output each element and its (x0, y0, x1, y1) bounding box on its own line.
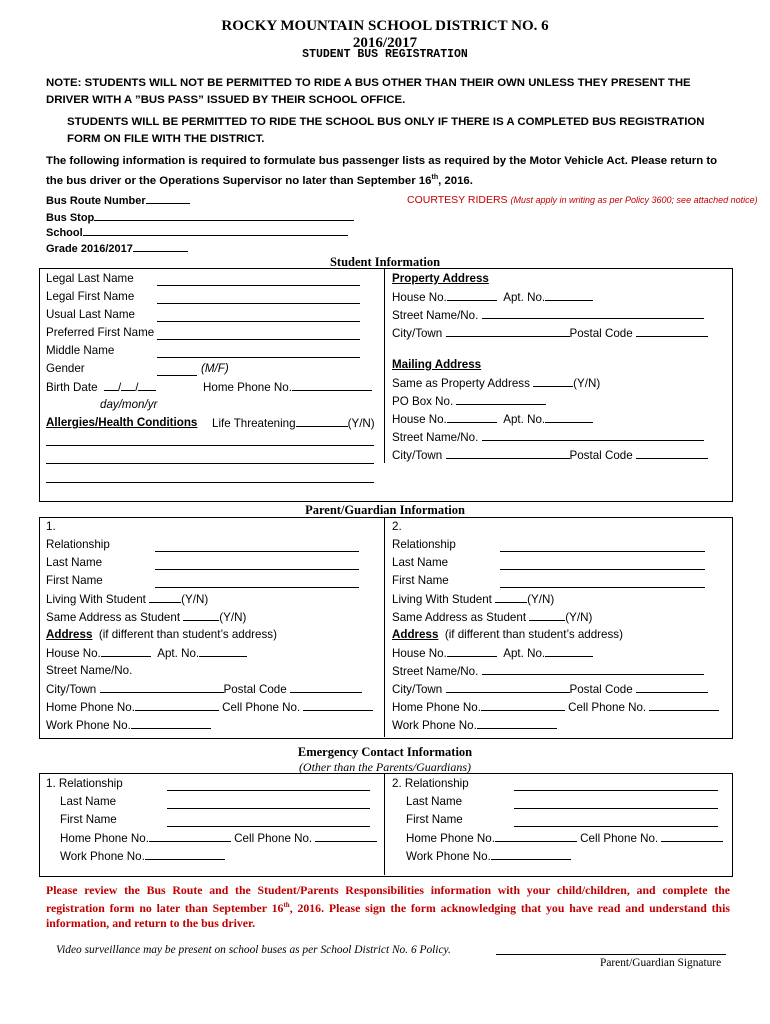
property-address-label: Property Address (392, 272, 489, 285)
info-deadline: The following information is required to formulate bus passenger lists as required by the Motor Vehicle Act. Please return to the bus driver or the Operations Supervisor no later than September 16th, 2016. (46, 155, 718, 187)
parent1-street-field[interactable]: Street Name/No. (46, 664, 133, 677)
birth-date-field[interactable]: Birth Date / / (46, 380, 156, 394)
parent2-last-name-field[interactable]: Last Name (392, 556, 449, 569)
school-field[interactable]: School (46, 225, 348, 239)
parent1-same-address-field[interactable]: Same Address as Student (Y/N) (46, 611, 247, 624)
middle-name-field[interactable]: Middle Name (46, 344, 115, 357)
parent1-living-with-field[interactable]: Living With Student (Y/N) (46, 593, 209, 606)
parent2-city-postal-field[interactable]: City/Town Postal Code (392, 682, 708, 696)
emergency-section-subtitle: (Other than the Parents/Guardians) (298, 760, 472, 774)
emergency2-relationship-field[interactable]: 2. Relationship (392, 777, 469, 790)
emergency1-first-name-field[interactable]: First Name (60, 813, 117, 826)
gender-hint: (M/F) (201, 362, 229, 375)
student-section-title: Student Information (329, 255, 441, 269)
note-bus-pass: NOTE: STUDENTS WILL NOT BE PERMITTED TO RIDE A BUS OTHER THAN THEIR OWN UNLESS THEY PRESENT THE DRIVER WITH A ”BUS PASS” ISSUED BY THEIR SCHOOL OFFICE. (46, 77, 691, 106)
signature-line[interactable] (496, 954, 726, 955)
same-as-property-field[interactable]: Same as Property Address (Y/N) (392, 377, 601, 390)
parent1-number: 1. (46, 520, 56, 533)
mailing-house-apt-field[interactable]: House No. Apt. No. (392, 412, 593, 426)
emergency1-phones-field[interactable]: Home Phone No. Cell Phone No. (60, 831, 377, 845)
parent1-phones-field[interactable]: Home Phone No. Cell Phone No. (46, 700, 373, 714)
courtesy-riders: COURTESY RIDERS (Must apply in writing as per Policy 3600; see attached notice) (407, 194, 758, 206)
video-surveillance-note: Video surveillance may be present on school buses as per School District No. 6 Policy. (56, 944, 451, 956)
parent2-same-address-field[interactable]: Same Address as Student (Y/N) (392, 611, 593, 624)
school-year: 2016/2017 (352, 35, 418, 51)
parent2-address-label: Address (if different than student’s address) (392, 628, 623, 641)
parent1-house-apt-field[interactable]: House No. Apt. No. (46, 646, 247, 660)
property-house-apt-field[interactable]: House No. Apt. No. (392, 290, 593, 304)
parent1-address-label: Address (if different than student’s address) (46, 628, 277, 641)
emergency1-relationship-field[interactable]: 1. Relationship (46, 777, 123, 790)
emergency2-first-name-field[interactable]: First Name (406, 813, 463, 826)
legal-last-name-field[interactable]: Legal Last Name (46, 272, 134, 285)
parent2-living-with-field[interactable]: Living With Student (Y/N) (392, 593, 555, 606)
allergies-line-1[interactable] (46, 445, 374, 446)
parent2-work-phone-field[interactable]: Work Phone No. (392, 718, 557, 732)
preferred-first-name-field[interactable]: Preferred First Name (46, 326, 155, 339)
date-format-hint: day/mon/yr (100, 398, 158, 411)
parent2-number: 2. (392, 520, 402, 533)
parent1-relationship-field[interactable]: Relationship (46, 538, 110, 551)
emergency2-last-name-field[interactable]: Last Name (406, 795, 463, 808)
parent2-first-name-field[interactable]: First Name (392, 574, 449, 587)
parent2-phones-field[interactable]: Home Phone No. Cell Phone No. (392, 700, 719, 714)
usual-last-name-field[interactable]: Usual Last Name (46, 308, 135, 321)
mailing-address-label: Mailing Address (392, 358, 482, 371)
bus-stop-field[interactable]: Bus Stop (46, 210, 354, 224)
parent-section-title: Parent/Guardian Information (305, 503, 465, 517)
parent1-last-name-field[interactable]: Last Name (46, 556, 103, 569)
mailing-city-postal-field[interactable]: City/Town Postal Code (392, 448, 708, 462)
review-instructions: Please review the Bus Route and the Student/Parents Responsibilities information with your child/children, and complete the registration form no later than September 16th, 2016. Please sign the form acknowledging that you have read and understand this information, and return to the bus driver. (46, 883, 730, 930)
gender-field[interactable]: Gender (46, 362, 85, 375)
parent2-relationship-field[interactable]: Relationship (392, 538, 456, 551)
emergency1-work-phone-field[interactable]: Work Phone No. (60, 849, 225, 863)
mailing-street-field[interactable]: Street Name/No. (392, 430, 704, 444)
parent2-house-apt-field[interactable]: House No. Apt. No. (392, 646, 593, 660)
emergency-section-title: Emergency Contact Information (297, 745, 473, 759)
note-registration-required: STUDENTS WILL BE PERMITTED TO RIDE THE SCHOOL BUS ONLY IF THERE IS A COMPLETED BUS REGISTRATION FORM ON FILE WITH THE DISTRICT. (67, 116, 705, 145)
allergies-label: Allergies/Health Conditions (46, 416, 198, 429)
po-box-field[interactable]: PO Box No. (392, 394, 546, 408)
emergency2-work-phone-field[interactable]: Work Phone No. (406, 849, 571, 863)
signature-label: Parent/Guardian Signature (600, 957, 722, 969)
parent1-first-name-field[interactable]: First Name (46, 574, 103, 587)
property-street-field[interactable]: Street Name/No. (392, 308, 704, 322)
bus-route-number-field[interactable]: Bus Route Number (46, 193, 190, 207)
allergies-line-3[interactable] (46, 482, 374, 483)
form-title: STUDENT BUS REGISTRATION (302, 48, 468, 61)
grade-field[interactable]: Grade 2016/2017 (46, 241, 188, 255)
legal-first-name-field[interactable]: Legal First Name (46, 290, 135, 303)
allergies-line-2[interactable] (46, 463, 374, 464)
parent1-city-postal-field[interactable]: City/Town Postal Code (46, 682, 362, 696)
parent2-street-field[interactable]: Street Name/No. (392, 664, 704, 678)
life-threatening-field[interactable]: Life Threatening (Y/N) (212, 417, 375, 430)
student-home-phone-field[interactable]: Home Phone No. (203, 380, 372, 394)
district-title: ROCKY MOUNTAIN SCHOOL DISTRICT NO. 6 (221, 18, 549, 34)
emergency1-last-name-field[interactable]: Last Name (60, 795, 117, 808)
emergency2-phones-field[interactable]: Home Phone No. Cell Phone No. (406, 831, 723, 845)
parent1-work-phone-field[interactable]: Work Phone No. (46, 718, 211, 732)
property-city-postal-field[interactable]: City/Town Postal Code (392, 326, 708, 340)
